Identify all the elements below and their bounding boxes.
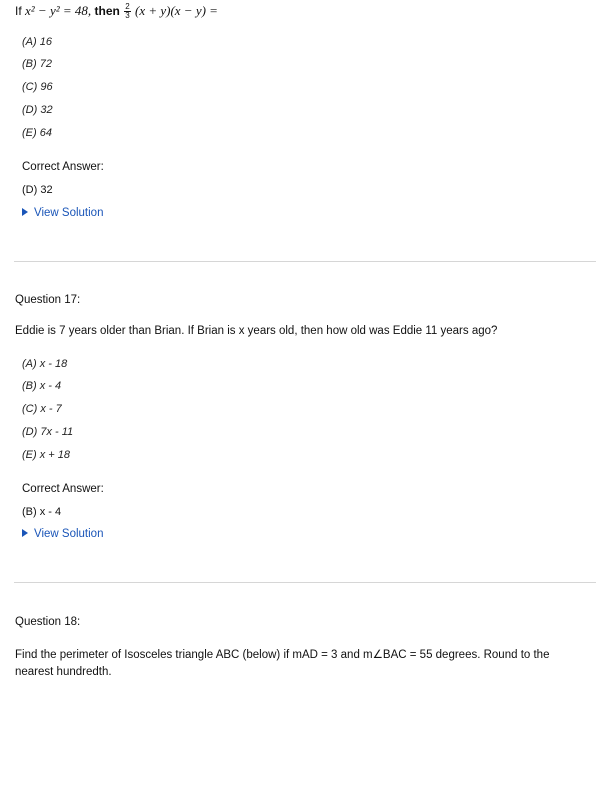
q17-correct-answer-value: (B) x - 4 (22, 506, 62, 518)
triangle-right-icon (22, 208, 28, 216)
divider (14, 582, 596, 583)
q16-prefix: If (15, 4, 22, 18)
q17-choice-d: (D) 7x - 11 (22, 426, 74, 438)
q17-choice-b: (B) x - 4 (22, 380, 62, 392)
q16-choice-d: (D) 32 (22, 104, 53, 116)
fraction-numerator: 2 (125, 2, 130, 12)
q16-expression-1: x² − y² = 48, (25, 3, 92, 18)
triangle-right-icon (22, 529, 28, 537)
q17-view-solution-label: View Solution (34, 528, 104, 540)
q16-stem (15, 3, 218, 20)
q16-choice-e: (E) 64 (22, 127, 52, 139)
q17-choice-e: (E) x + 18 (22, 449, 70, 461)
q17-view-solution[interactable] (22, 528, 103, 540)
q16-view-solution-label: View Solution (34, 207, 104, 219)
q18-stem-line-1: Find the perimeter of Isosceles triangle ABC (below) if mAD = 3 and m∠BAC = 55 degrees. Round to the (15, 649, 550, 661)
q16-choice-b: (B) 72 (22, 58, 52, 70)
q18-heading: Question 18: (15, 616, 81, 628)
q16-then: then (94, 4, 120, 18)
q17-choice-c: (C) x - 7 (22, 403, 62, 415)
q16-fraction (124, 3, 130, 20)
q16-choice-a: (A) 16 (22, 36, 52, 48)
divider (14, 261, 596, 262)
q17-stem: Eddie is 7 years older than Brian. If Brian is x years old, then how old was Eddie 11 years ago? (15, 325, 498, 337)
q16-view-solution[interactable] (22, 207, 103, 219)
q18-stem-line-2: nearest hundredth. (15, 666, 112, 678)
q16-correct-answer-label: Correct Answer: (22, 161, 104, 173)
q17-choice-a: (A) x - 18 (22, 358, 68, 370)
fraction-denominator: 3 (125, 11, 130, 21)
q16-correct-answer-value: (D) 32 (22, 184, 53, 196)
q17-correct-answer-label: Correct Answer: (22, 483, 104, 495)
q16-expression-2: (x + y)(x − y) = (134, 3, 218, 18)
q16-choice-c: (C) 96 (22, 81, 53, 93)
q17-heading: Question 17: (15, 294, 81, 306)
